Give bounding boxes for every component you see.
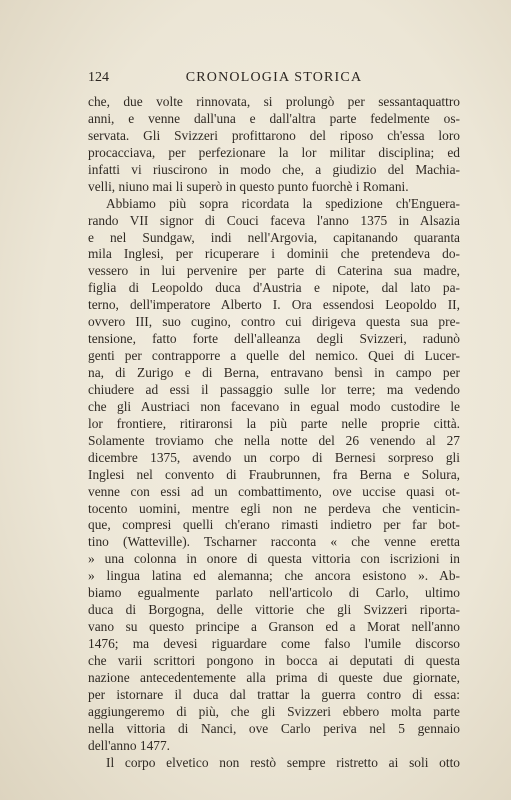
body-text — [88, 94, 460, 772]
text-line: que, compresi quelli ch'erano rimasti indietro per far bot- — [88, 517, 460, 533]
text-line: lor frontiere, ritiraronsi la più parte nelle proprie città. — [88, 415, 460, 431]
text-line: che varii scrittori pongono in bocca ai deputati di questa — [88, 652, 460, 668]
text-line: dicembre 1375, avendo un corpo di Bernesi sorpreso gli — [88, 449, 460, 465]
running-title: CRONOLOGIA STORICA — [185, 70, 363, 85]
text-line: per istornare il duca dal trattar la guerra contro di essa: — [88, 686, 460, 702]
text-line: rando VII signor di Couci faceva l'anno 1375 in Alsazia — [88, 212, 460, 228]
text-line: Solamente troviamo che nella notte del 26 venendo al 27 — [88, 432, 460, 448]
text-line: infatti vi riuscirono in modo che, a giudizio del Machia- — [88, 161, 460, 177]
text-line: e nel Sundgaw, indi nell'Argovia, capitanando quaranta — [88, 229, 460, 245]
text-line: biamo egualmente parlato nell'articolo di Carlo, ultimo — [88, 585, 460, 601]
text-line: che gli Austriaci non facevano in egual modo custodire le — [88, 398, 460, 414]
text-line: tocento uomini, mentre egli non ne perdeva che venticin- — [88, 500, 460, 516]
text-line: Il corpo elvetico non restò sempre ristretto ai soli otto — [106, 754, 460, 770]
text-line: genti per contrapporre a quelle del nemico. Quei di Lucer- — [88, 348, 460, 364]
text-line: terno, dell'imperatore Alberto I. Ora essendosi Leopoldo II, — [88, 297, 460, 313]
text-line: vano su questo principe a Granson ed a Morat nell'anno — [88, 619, 460, 635]
page-header — [88, 70, 460, 90]
text-line: 1476; ma devesi riguardare come falso l'umile discorso — [88, 636, 460, 651]
text-line: che, due volte rinnovata, si prolungò per sessantaquattro — [88, 94, 460, 109]
text-line: venne con essi ad un combattimento, ove uccise quasi ot- — [88, 483, 460, 499]
text-line: vessero in lui pervenire per parte di Caterina sua madre, — [88, 263, 460, 279]
text-line: velli, niuno mai li superò in questo punto fuorchè i Romani. — [88, 178, 409, 194]
text-line: » una colonna in onore di questa vittoria con iscrizioni in — [88, 551, 460, 567]
text-line: anni, e venne dall'una e dall'altra parte fedelmente os- — [88, 110, 460, 126]
page-number: 124 — [88, 70, 109, 85]
text-line: ovvero III, suo cugino, contro cui dirigeva questa sua pre- — [88, 314, 460, 330]
text-line: » lingua latina ed alemanna; che ancora esistono ». Ab- — [88, 568, 460, 584]
text-line: tensione, fatto forte dell'alleanza degli Svizzeri, radunò — [88, 331, 460, 347]
text-line: mila Inglesi, per ricuperare i dominii che pretendeva do- — [88, 246, 460, 262]
text-line: tino (Watteville). Tscharner racconta « che venne eretta — [88, 534, 460, 550]
text-line: na, di Zurigo e di Berna, entravano bensì in campo per — [88, 365, 460, 380]
text-line: Inglesi nel convento di Fraubrunnen, fra Berna e Solura, — [88, 466, 460, 482]
text-line: dell'anno 1477. — [88, 737, 170, 753]
text-line: procacciava, per perfezionare la lor militar disciplina; ed — [88, 144, 460, 160]
text-line: figlia di Leopoldo duca d'Austria e nipote, dal lato pa- — [88, 280, 460, 296]
text-line: nella vittoria di Nanci, ove Carlo periva nel 5 gennaio — [88, 720, 460, 736]
text-line: duca di Borgogna, delle vittorie che gli Svizzeri riporta- — [88, 602, 460, 618]
text-line: Abbiamo più sopra ricordata la spedizione ch'Enguera- — [106, 195, 460, 211]
text-line: servata. Gli Svizzeri profittarono del riposo ch'essa loro — [88, 127, 460, 143]
text-line: nazione antecedentemente alla prima di queste due giornate, — [88, 669, 460, 685]
text-line: chiudere ad essi il passaggio sulle lor terre; ma vedendo — [88, 381, 460, 397]
text-line: aggiungeremo di più, che gli Svizzeri ebbero molta parte — [88, 703, 460, 719]
